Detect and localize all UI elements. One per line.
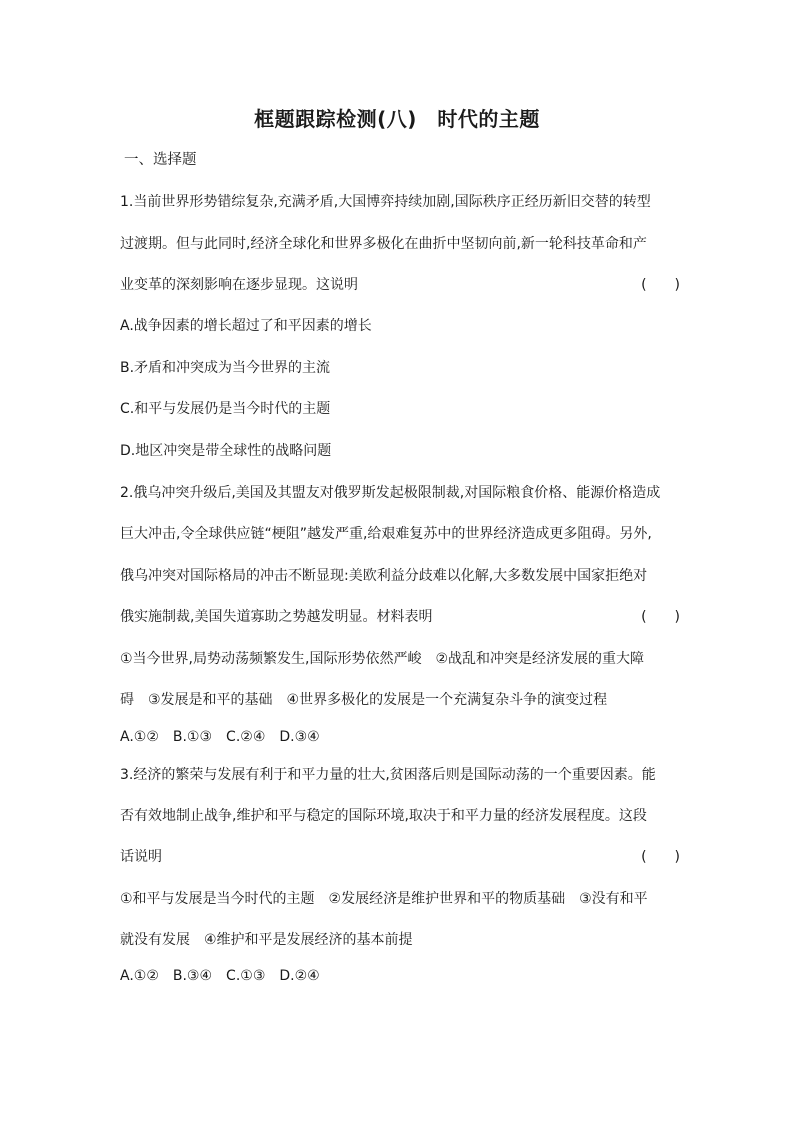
question-1-option-d: D.地区冲突是带全球性的战略问题 xyxy=(120,443,332,459)
question-3-line-1: 3.经济的繁荣与发展有利于和平力量的壮大,贫困落后则是国际动荡的一个重要因素。能 xyxy=(120,767,656,783)
question-1-option-c: C.和平与发展仍是当今时代的主题 xyxy=(120,401,331,417)
question-2-choices: A.①② B.①③ C.②④ D.③④ xyxy=(120,729,320,745)
section-heading: 一、选择题 xyxy=(124,152,197,168)
question-3-line-2: 否有效地制止战争,维护和平与稳定的国际环境,取决于和平力量的经济发展程度。这段 xyxy=(120,808,647,824)
page-title: 框题跟踪检测(八) 时代的主题 xyxy=(254,107,540,131)
question-1-line-2: 过渡期。但与此同时,经济全球化和世界多极化在曲折中坚韧向前,新一轮科技革命和产 xyxy=(120,236,647,252)
question-1-option-b: B.矛盾和冲突成为当今世界的主流 xyxy=(120,360,331,376)
question-3-statements-line-2: 就没有发展 ④维护和平是发展经济的基本前提 xyxy=(120,932,413,948)
answer-parentheses: ( ) xyxy=(641,277,680,293)
question-1-stem-end: 业变革的深刻影响在逐步显现。这说明 xyxy=(120,277,358,293)
question-2-statements-line-1: ①当今世界,局势动荡频繁发生,国际形势依然严峻 ②战乱和冲突是经济发展的重大障 xyxy=(120,651,644,667)
question-2-line-3: 俄乌冲突对国际格局的冲击不断显现:美欧利益分歧难以化解,大多数发展中国家拒绝对 xyxy=(120,568,648,584)
question-2-stem-end: 俄实施制裁,美国失道寡助之势越发明显。材料表明 xyxy=(120,609,433,625)
question-2-statements-line-2: 碍 ③发展是和平的基础 ④世界多极化的发展是一个充满复杂斗争的演变过程 xyxy=(120,692,608,708)
question-3-choices: A.①② B.③④ C.①③ D.②④ xyxy=(120,968,320,984)
answer-parentheses: ( ) xyxy=(641,849,680,865)
question-3-statements-line-1: ①和平与发展是当今时代的主题 ②发展经济是维护世界和平的物质基础 ③没有和平 xyxy=(120,891,648,907)
question-1-line-3 xyxy=(120,273,680,297)
question-1-line-1: 1.当前世界形势错综复杂,充满矛盾,大国博弈持续加剧,国际秩序正经历新旧交替的转型 xyxy=(120,194,651,210)
answer-parentheses: ( ) xyxy=(641,609,680,625)
question-1-option-a: A.战争因素的增长超过了和平因素的增长 xyxy=(120,318,372,334)
question-2-line-2: 巨大冲击,令全球供应链“梗阻”越发严重,给艰难复苏中的世界经济造成更多阻碍。另外, xyxy=(120,526,652,542)
question-3-stem-end: 话说明 xyxy=(120,849,162,865)
question-2-line-4 xyxy=(120,605,680,629)
question-3-line-3 xyxy=(120,845,680,869)
question-2-line-1: 2.俄乌冲突升级后,美国及其盟友对俄罗斯发起极限制裁,对国际粮食价格、能源价格造成 xyxy=(120,485,661,501)
